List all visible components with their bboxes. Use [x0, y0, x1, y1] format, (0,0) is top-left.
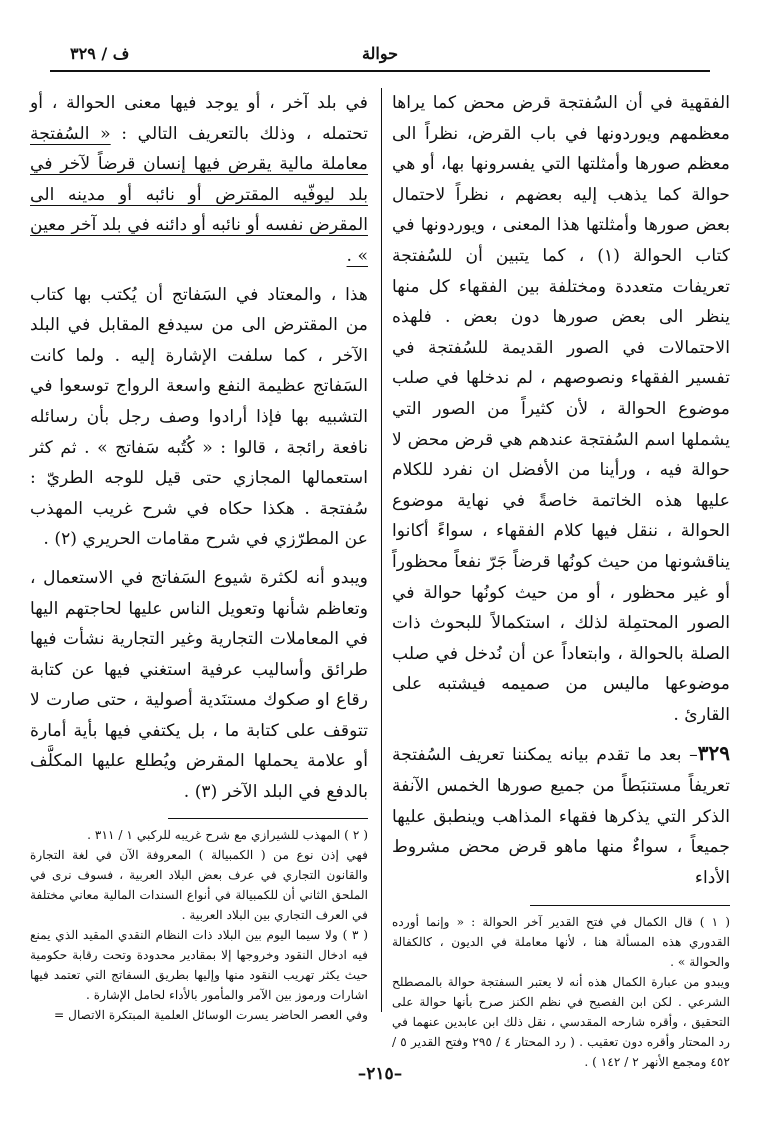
footnote-1-continued: ويبدو من عبارة الكمال هذه أنه لا يعتبر السفتجة حوالة بالمصطلح الشرعي . لكن ابن الفصيح في نظم الكنز صرح بأنها حوالة على التحقيق ، وأقره شارحه المقدسي ، نقل ذلك ابن عابدين عنهما في رد المحتار وأقره دون تعقيب . ( رد المحتار ٤ / ٢٩٥ وفتح القدير ٥ / ٤٥٢ ومجمع الأنهر ٢ / ١٤٢ ) . [392, 975, 730, 1070]
page-number: –٢١٥– [357, 1064, 403, 1084]
right-paragraph-2-text: – بعد ما تقدم بيانه يمكننا تعريف السُفتجة تعريفاً مستنبَطاً من جميع صورها الخمس الآنفة الذكر التي يذكرها فقهاء المذاهب وينطبق عليها جميعاً ، سواءٌ منها ماهو قرض محض مشروط الأداء [392, 745, 730, 888]
footnote-separator [168, 818, 368, 819]
definition-quote: « السُفتجة معاملة مالية يقرض فيها إنسان قرضاً لآخر في بلد ليوفّيه المقترض أو نائبه أو مدينه الى المقرض نفسه أو نائبه أو دائنه في بلد آخر معين » . [30, 123, 368, 266]
footnote-2: ( ٢ ) المهذب للشيرازي مع شرح غريبه للركبي ١ / ٣١١ . [87, 827, 368, 842]
paragraph-number: ٣٢٩ [697, 741, 730, 766]
footnote-2-continued: فهي إذن نوع من ( الكمبيالة ) المعروفة الآن في لغة التجارة والقانون التجاري في عرف بعض البلاد العربية ، فسوف نرى في الملحق الثاني أن للكمبيالة في أنواع السندات المالية معاني مختلفة في العرف التجاري بين البلاد العربية . [30, 847, 368, 922]
left-paragraph-1-text: في بلد آخر ، أو يوجد فيها معنى الحوالة ، أو تحتمله ، وذلك بالتعريف التالي : [30, 93, 368, 144]
left-footnotes [30, 825, 368, 1025]
footnote-1: ( ١ ) قال الكمال في فتح القدير آخر الحوالة : « وإنما أورده القدوري هذه المسألة هنا ، لأنها معاملة في الديون ، كالكفالة والحوالة » . [392, 915, 730, 970]
column-divider [381, 88, 382, 1012]
section-reference: ف / ٣٢٩ [70, 44, 130, 63]
right-paragraph-2 [392, 738, 730, 893]
left-column [30, 88, 368, 1025]
left-paragraph-2: هذا ، والمعتاد في السَفاتج أن يُكتب بها كتاب من المقترض الى من سيدفع المقابل في البلد الآخر ، كما سلفت الإشارة إليه . ولما كانت السَفاتج عظيمة النفع واسعة الرواج توسعوا في التشبيه بها فإذا أرادوا وصف رجل بأن رسائله نافعة رائجة ، قالوا : « كُتُبه سَفاتج » . ثم كثر استعمالها المجازي حتى قيل للوجه الطريّ : سُفتجة . هكذا حكاه في شرح غريب المهذب عن المطرّزي في شرح مقامات الحريري (٢) . [30, 284, 368, 550]
running-title: حوالة [361, 44, 399, 63]
right-footnotes [392, 912, 730, 1072]
right-paragraph-1: الفقهية في أن السُفتجة قرض محض كما يراها معظمهم ويوردونها في باب القرض، نظراً الى معظم صورها وأمثلتها التي يفسرونها بها، أو هي حوالة كما يذهب إليه بعضهم ، نظراً لاحتمال بعض صورها وأمثلتها هذا المعنى ، ويوردونها في كتاب الحوالة (١) ، كما يتبين أن للسُفتجة تعريفات متعددة ومختلفة بين الفقهاء كل منها ينظر الى بعض صورها دون بعض . فلهذه الاحتمالات في الصور القديمة للسُفتجة في تفسير الفقهاء ونصوصهم ، لم ندخلها في صلب موضوع الحوالة ، لأن كثيراً من الصور التي يشملها اسم السُفتجة عندهم هي قرض محض لا حوالة فيه ، ورأينا من الأفضل ان نفرد للكلام عليها هذه الخاتمة خاصةً في نهاية موضوع الحوالة ، ننقل فيها كلام الفقهاء ، سواءً أكانوا يناقشونها من حيث كونُها قرضاً جَرّ نفعاً محظوراً أو غير محظور ، أو من حيث كونُها حوالة في الصور المحتمِلة لذلك ، استكمالاً للبحوث ذات الصلة بالحوالة ، وابتعاداً عن أن نُدخل في صلب موضوعها ماليس من صميمه فيشتبه على القارئ . [392, 93, 731, 725]
footnote-3: ( ٣ ) ولا سيما اليوم بين البلاد ذات النظام النقدي المقيد الذي يمنع فيه ادخال النقود وخروجها إلا بمقادير محدودة وتحت رقابة حكومية حيث يكثر تهريب النقود منها وإليها بطريق السفاتج التي تعتمد فيها اشارات ورموز بين الآمر والمأمور بالأداء لحامل الإشارة . [30, 927, 368, 1002]
left-paragraph-1 [30, 88, 368, 272]
left-paragraph-3: ويبدو أنه لكثرة شيوع السَفاتج في الاستعمال ، وتعاظم شأنها وتعويل الناس عليها لحاجتهم اليها في المعاملات التجارية وغير التجارية نشأت فيها طرائق وأساليب عرفية استغني فيها عن كتابة رقاع او صكوك مستنَدية أصولية ، حتى صارت لا تتوقف على كتابة ما ، بل يكتفي فيها بأية أمارة أو علامة يحملها المقرض ويُطلع عليها المكلَّف بالدفع في البلد الآخر (٣) . [30, 567, 368, 803]
footnote-3-continued: وفي العصر الحاضر يسرت الوسائل العلمية المبتكرة الاتصال = [54, 1007, 368, 1022]
page-header [50, 40, 710, 72]
right-column [392, 88, 730, 1072]
footnote-separator [530, 905, 730, 906]
